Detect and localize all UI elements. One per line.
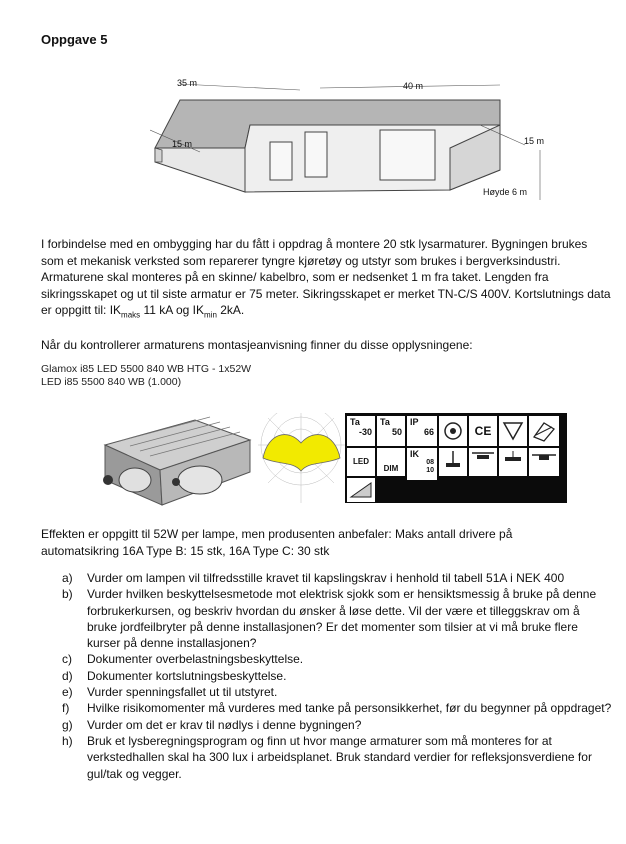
question-text: Vurder spenningsfallet ut til utstyret.	[87, 685, 278, 700]
dimension-15m-left: 15 m	[172, 139, 193, 149]
mount-recessed-icon	[529, 448, 559, 476]
ta-50-icon	[377, 416, 405, 446]
question-label: g)	[62, 717, 73, 732]
light-distribution-diagram	[258, 413, 345, 503]
question-label: f)	[62, 701, 70, 716]
question-item	[41, 651, 613, 667]
ta2-label: Ta	[380, 417, 390, 427]
glow-wire-icon	[439, 416, 467, 446]
ta2-value: 50	[391, 427, 402, 437]
ip-rating-icon	[407, 416, 437, 446]
question-text: Dokumenter kortslutningsbeskyttelse.	[87, 668, 287, 683]
question-text: Vurder hvilken beskyttelsesmetode mot elektrisk sjokk som er hensiktsmessig å bruke på denne forbrukerkursen, og beskriv hvordan du ønsker å løse dette. Vil der være et tilleggskrav om å bruke jordfeilbryter på denne installasjonen? Er det momenter som tilsier at vi må bruke flere kurser på denne installasjonen?	[87, 587, 597, 651]
ce-label: CE	[474, 424, 492, 438]
question-label: e)	[62, 685, 73, 700]
intro-mid: 11 kA og IK	[140, 303, 204, 317]
led-label: LED	[353, 457, 369, 466]
ta1-value: -30	[358, 427, 372, 437]
ceiling-icon	[470, 449, 496, 475]
question-item	[41, 733, 613, 782]
ik-value-1: 08	[426, 459, 434, 466]
question-label: a)	[62, 571, 73, 585]
wall-mount-icon	[500, 449, 526, 475]
ik-label: IK	[410, 449, 419, 459]
f-mark-icon	[499, 416, 527, 446]
question-list	[41, 570, 613, 782]
mounting-icon	[530, 417, 558, 445]
symbol-panel	[345, 413, 567, 503]
ce-mark-icon	[469, 416, 497, 446]
led-icon	[347, 448, 375, 476]
effect-paragraph: Effekten er oppgitt til 52W per lampe, men produsenten anbefaler: Maks antall drivere på automatsikring 16A Type B: 15 stk, 16A Type C: 30 stk	[41, 527, 513, 558]
installation-icon	[529, 416, 559, 446]
dim-label: DIM	[383, 464, 399, 473]
mount-wall-icon	[499, 448, 527, 476]
question-label: b)	[62, 587, 73, 602]
question-label: h)	[62, 733, 73, 748]
ta-minus30-icon	[347, 416, 375, 446]
intro-end: 2kA.	[216, 303, 245, 317]
ip-label: IP	[410, 417, 419, 427]
pendant-icon	[440, 449, 466, 475]
question-item	[41, 717, 613, 733]
disposal-icon	[347, 478, 375, 502]
ik-value-2: 10	[426, 467, 434, 474]
question-item	[41, 668, 613, 684]
question-item	[41, 586, 613, 651]
dimension-35m: 35 m	[177, 78, 198, 88]
dimension-height: Høyde 6 m	[483, 187, 528, 197]
ik-rating-icon	[407, 448, 437, 480]
shape-icon	[348, 479, 374, 501]
question-text: Dokumenter overbelastningsbeskyttelse.	[87, 652, 304, 667]
question-label: d)	[62, 668, 73, 683]
manual-intro: Når du kontrollerer armaturens montasjeanvisning finner du disse opplysningene:	[41, 338, 473, 352]
polar-diagram	[258, 413, 345, 503]
ta1-label: Ta	[350, 417, 360, 427]
mount-pendant-icon	[439, 448, 467, 476]
mount-ceiling-icon	[469, 448, 497, 476]
recessed-icon	[530, 449, 558, 475]
luminaire-drawing	[80, 410, 258, 510]
question-item	[41, 570, 613, 586]
task-heading: Oppgave 5	[41, 32, 108, 47]
question-text: Bruk et lysberegningsprogram og finn ut hvor mange armaturer som må monteres for at verkstedhallen skal ha 300 lux i arbeidsplanet. Bruk standard verdier for refleksjonsverdiene for gul/tak og vegger.	[87, 733, 592, 781]
dimension-40m: 40 m	[403, 81, 424, 91]
question-item	[41, 684, 613, 700]
question-text: Vurder om det er krav til nødlys i denne bygningen?	[87, 717, 362, 732]
question-text: Vurder om lampen vil tilfredsstille kravet til kapslingskrav i henhold til tabell 51A i NEK 400	[87, 571, 565, 585]
ball-icon	[440, 417, 466, 445]
question-text: Hvilke risikomomenter må vurderes med tanke på personsikkerhet, før du begynner på oppdraget?	[87, 701, 612, 716]
ik-maks-sub: maks	[121, 310, 141, 320]
dim-icon	[377, 448, 405, 476]
triangle-icon	[500, 417, 526, 445]
question-item	[41, 700, 613, 716]
luminaire-photo	[80, 410, 258, 510]
intro-paragraph	[41, 236, 613, 324]
intro-text: I forbindelse med en ombygging har du fått i oppdrag å montere 20 stk lysarmaturer. Bygningen brukes som et mekanisk verksted som reparerer tyngre kjøretøy og utstyr som brukes i bergverksindustri. Armaturene skal monteres på en skinne/ kabelbro, som er nedsenket 1 m fra taket. Lengden fra sikringsskapet og ut til siste armatur er 75 meter. Sikringsskapet er merket TN-C/S 400V. Kortslutnings data er oppgitt til: IK	[41, 237, 611, 317]
spec-line-2: LED i85 5500 840 WB (1.000)	[41, 376, 182, 388]
ip-value: 66	[423, 427, 434, 437]
ik-min-sub: min	[204, 310, 217, 320]
spec-line-1: Glamox i85 LED 5500 840 WB HTG - 1x52W	[41, 363, 252, 375]
dimension-15m-right: 15 m	[524, 136, 545, 146]
question-label: c)	[62, 652, 72, 667]
